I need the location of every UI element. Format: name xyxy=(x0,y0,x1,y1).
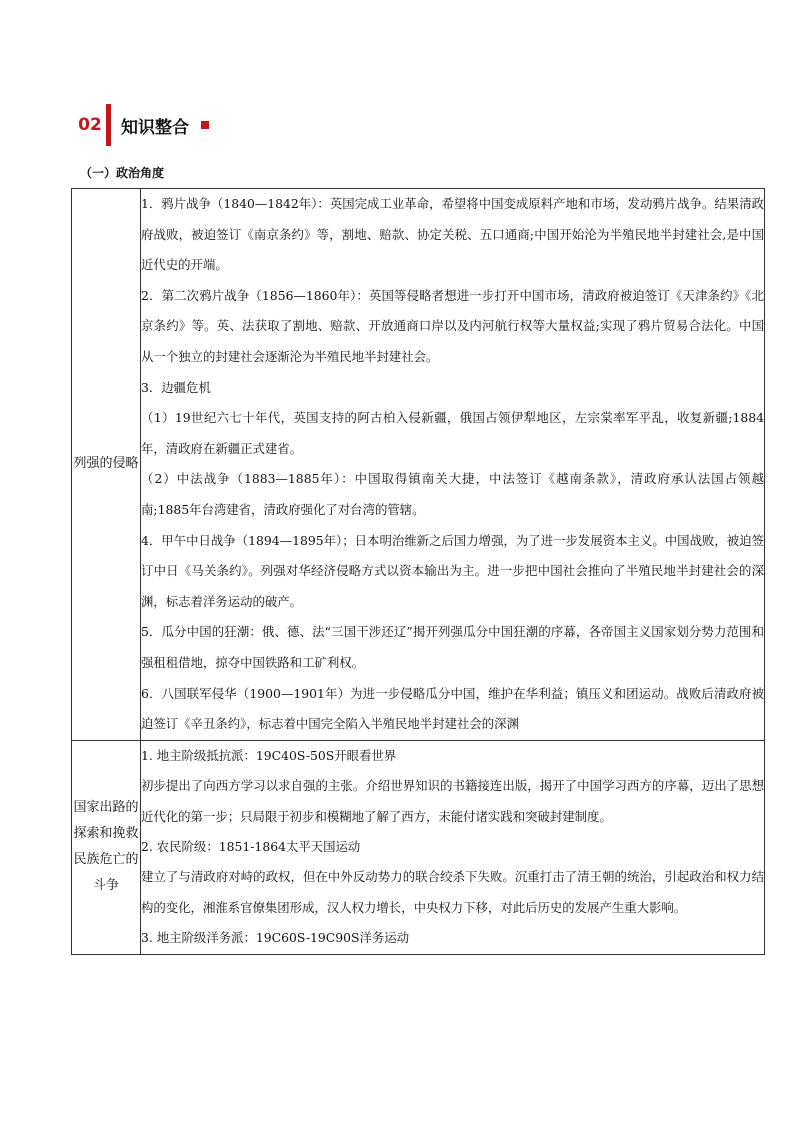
paragraph: 2. 农民阶级：1851-1864太平天国运动 xyxy=(141,838,361,854)
paragraph: 3. 地主阶级洋务派：19C60S-19C90S洋务运动 xyxy=(141,930,410,946)
table-row xyxy=(72,189,765,741)
section-square-marker xyxy=(201,121,209,129)
paragraph: 2．第二次鸦片战争（1856—1860年）：英国等侵略者想进一步打开中国市场，清政府被迫签订《天津条约》《北京条约》等。英、法获取了割地、赔款、开放通商口岸以及内河航行权等大量权益;实现了鸦片贸易合法化。中国从一个独立的封建社会逐渐沦为半殖民地半封建社会。 xyxy=(141,287,764,364)
table-row xyxy=(72,740,765,954)
paragraph: 6．八国联军侵华（1900—1901年）为进一步侵略瓜分中国，维护在华利益；镇压义和团运动。战败后清政府被迫签订《辛丑条约》，标志着中国完全陷入半殖民地半封建社会的深渊 xyxy=(141,685,764,732)
paragraph: 建立了与清政府对峙的政权，但在中外反动势力的联合绞杀下失败。沉重打击了清王朝的统治，引起政治和权力结构的变化，湘淮系官僚集团形成，汉人权力增长，中央权力下移，对此后历史的发展产生重大影响。 xyxy=(141,869,764,915)
section-number: 02 xyxy=(78,115,102,135)
paragraph: 3．边疆危机 xyxy=(141,379,211,395)
row-label: 国家出路的探索和挽救民族危亡的斗争 xyxy=(72,740,141,954)
paragraph: （2）中法战争（1883—1885年）：中国取得镇南关大捷，中法签订《越南条款》，清政府承认法国占领越南;1885年台湾建省，清政府强化了对台湾的管辖。 xyxy=(141,471,764,517)
section-title: 知识整合 xyxy=(121,117,189,138)
paragraph: 初步提出了向西方学习以求自强的主张。介绍世界知识的书籍接连出版，揭开了中国学习西方的序幕，迈出了思想近代化的第一步；只局限于初步和模糊地了解了西方，未能付诸实践和突破封建制度。 xyxy=(141,778,764,824)
paragraph: 5．瓜分中国的狂潮：俄、德、法“三国干涉还辽”揭开列强瓜分中国狂潮的序幕，各帝国主义国家划分势力范围和强租租借地，掠夺中国铁路和工矿利权。 xyxy=(141,624,764,670)
paragraph: 1. 地主阶级抵抗派：19C40S-50S开眼看世界 xyxy=(141,747,397,763)
row-content xyxy=(141,189,765,741)
row-label: 列强的侵略 xyxy=(72,189,141,741)
paragraph: 4．甲午中日战争（1894—1895年）；日本明治维新之后国力增强，为了进一步发展资本主义。中国战败，被迫签订中日《马关条约》。列强对华经济侵略方式以资本输出为主。进一步把中国社会推向了半殖民地半封建社会的深渊，标志着洋务运动的破产。 xyxy=(141,532,764,609)
subheading-politics: （一）政治角度 xyxy=(80,166,165,180)
paragraph: （1）19世纪六七十年代，英国支持的阿古柏入侵新疆，俄国占领伊犁地区，左宗棠率军平乱，收复新疆;1884年，清政府在新疆正式建省。 xyxy=(141,410,764,456)
section-header xyxy=(74,104,209,146)
row-content xyxy=(141,740,765,954)
knowledge-table xyxy=(71,188,765,955)
paragraph: 1．鸦片战争（1840—1842年）：英国完成工业革命，希望将中国变成原料产地和市场，发动鸦片战争。结果清政府战败，被迫签订《南京条约》等，割地、赔款、协定关税、五口通商;中国开始沦为半殖民地半封建社会,是中国近代史的开端。 xyxy=(141,196,764,273)
